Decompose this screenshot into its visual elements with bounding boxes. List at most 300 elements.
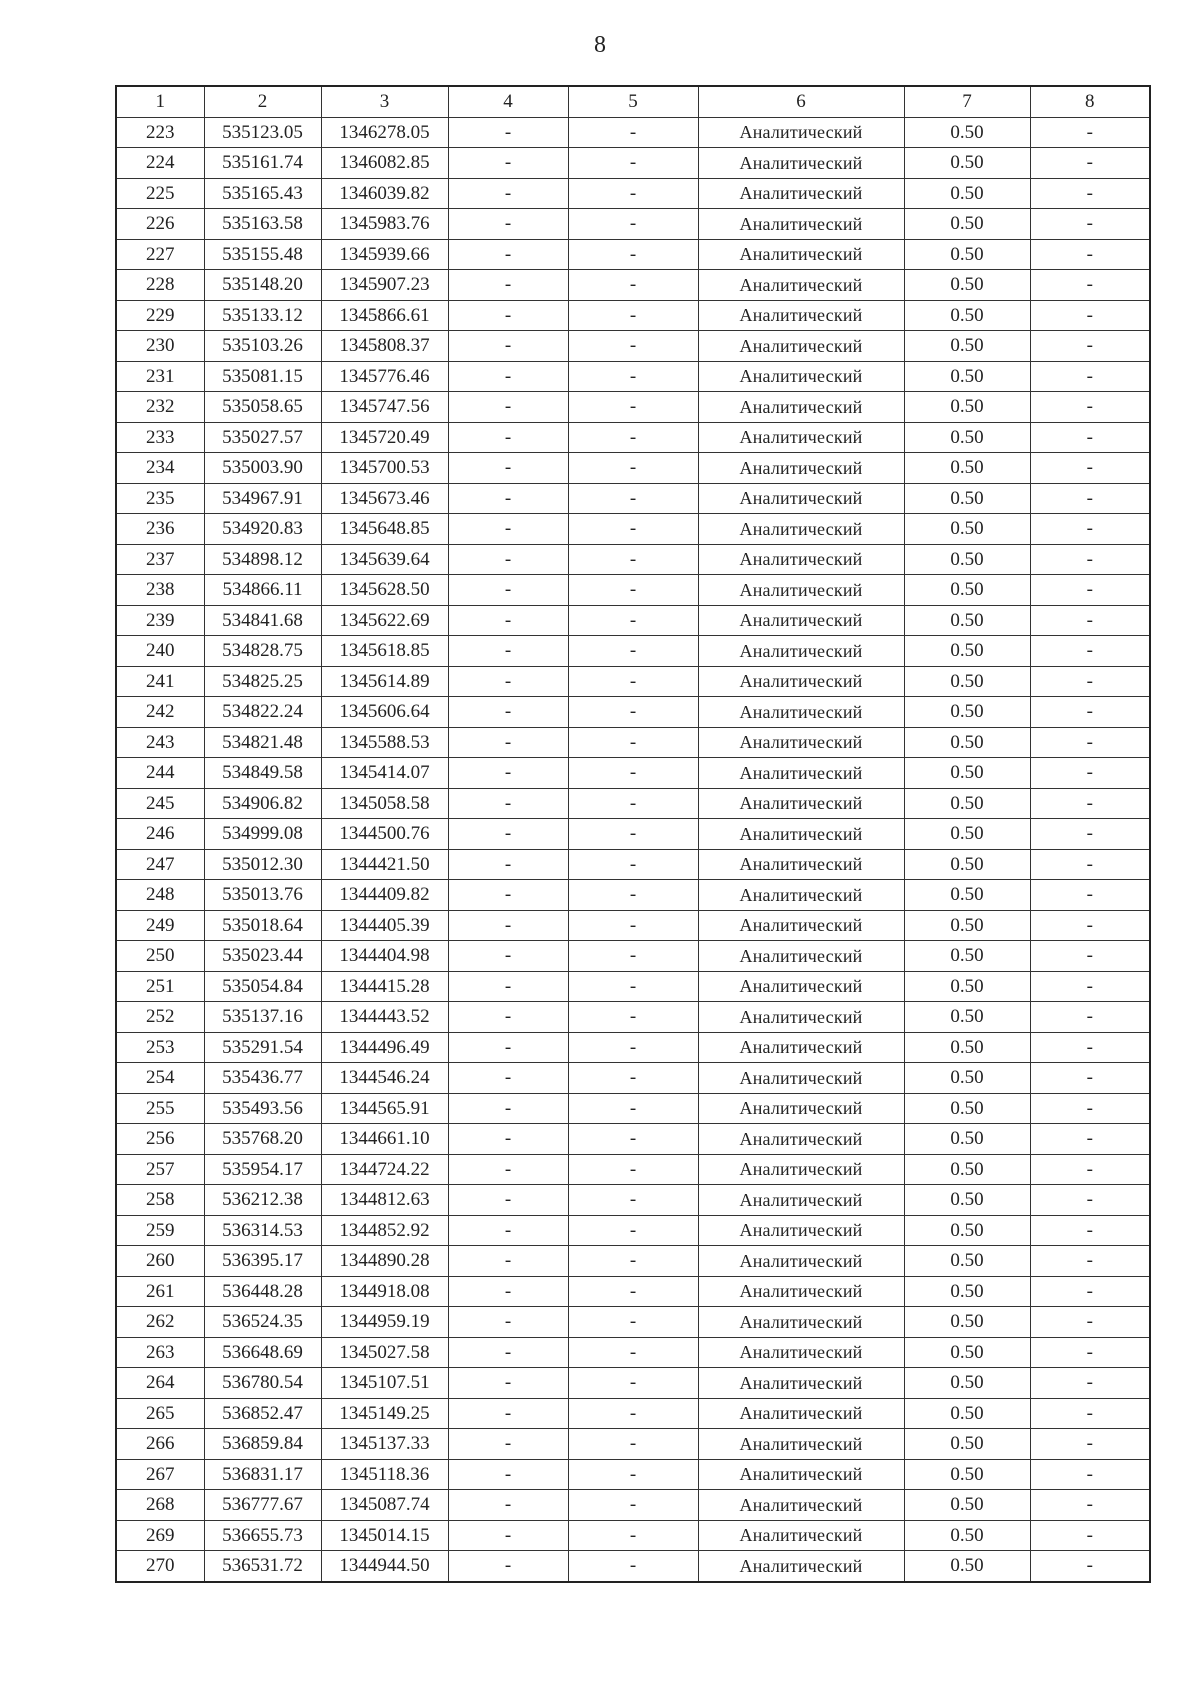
method-cell: Аналитический <box>698 270 904 301</box>
x-coordinate-cell: 535018.64 <box>204 910 321 941</box>
table-row <box>116 1246 1150 1277</box>
method-cell: Аналитический <box>698 1307 904 1338</box>
x-coordinate-cell: 535148.20 <box>204 270 321 301</box>
col-8-value-cell: - <box>1030 270 1150 301</box>
col-5-value-cell: - <box>568 1246 698 1277</box>
method-cell: Аналитический <box>698 788 904 819</box>
table-row <box>116 117 1150 148</box>
point-number-cell: 237 <box>116 544 204 575</box>
accuracy-cell: 0.50 <box>904 483 1030 514</box>
header-cell-2: 2 <box>204 86 321 117</box>
point-number-cell: 260 <box>116 1246 204 1277</box>
table-row <box>116 1520 1150 1551</box>
point-number-cell: 223 <box>116 117 204 148</box>
col-8-value-cell: - <box>1030 727 1150 758</box>
y-coordinate-cell: 1344405.39 <box>321 910 448 941</box>
col-8-value-cell: - <box>1030 910 1150 941</box>
table-row <box>116 1337 1150 1368</box>
table-row <box>116 1459 1150 1490</box>
point-number-cell: 224 <box>116 148 204 179</box>
col-5-value-cell: - <box>568 178 698 209</box>
y-coordinate-cell: 1345606.64 <box>321 697 448 728</box>
col-5-value-cell: - <box>568 1093 698 1124</box>
col-4-value-cell: - <box>448 1551 568 1582</box>
point-number-cell: 269 <box>116 1520 204 1551</box>
col-4-value-cell: - <box>448 422 568 453</box>
point-number-cell: 263 <box>116 1337 204 1368</box>
table-row <box>116 1154 1150 1185</box>
accuracy-cell: 0.50 <box>904 1185 1030 1216</box>
point-number-cell: 253 <box>116 1032 204 1063</box>
method-cell: Аналитический <box>698 1490 904 1521</box>
col-5-value-cell: - <box>568 270 698 301</box>
method-cell: Аналитический <box>698 605 904 636</box>
accuracy-cell: 0.50 <box>904 1276 1030 1307</box>
point-number-cell: 241 <box>116 666 204 697</box>
col-5-value-cell: - <box>568 422 698 453</box>
x-coordinate-cell: 535155.48 <box>204 239 321 270</box>
col-5-value-cell: - <box>568 1032 698 1063</box>
col-8-value-cell: - <box>1030 483 1150 514</box>
point-number-cell: 242 <box>116 697 204 728</box>
table-row <box>116 849 1150 880</box>
accuracy-cell: 0.50 <box>904 331 1030 362</box>
y-coordinate-cell: 1344918.08 <box>321 1276 448 1307</box>
col-5-value-cell: - <box>568 819 698 850</box>
x-coordinate-cell: 534821.48 <box>204 727 321 758</box>
col-5-value-cell: - <box>568 148 698 179</box>
header-cell-7: 7 <box>904 86 1030 117</box>
method-cell: Аналитический <box>698 1124 904 1155</box>
col-8-value-cell: - <box>1030 209 1150 240</box>
x-coordinate-cell: 535161.74 <box>204 148 321 179</box>
accuracy-cell: 0.50 <box>904 514 1030 545</box>
col-8-value-cell: - <box>1030 758 1150 789</box>
y-coordinate-cell: 1345058.58 <box>321 788 448 819</box>
x-coordinate-cell: 535165.43 <box>204 178 321 209</box>
col-4-value-cell: - <box>448 1337 568 1368</box>
col-4-value-cell: - <box>448 209 568 240</box>
x-coordinate-cell: 535954.17 <box>204 1154 321 1185</box>
table-row <box>116 1490 1150 1521</box>
table-row <box>116 758 1150 789</box>
accuracy-cell: 0.50 <box>904 148 1030 179</box>
table-row <box>116 605 1150 636</box>
accuracy-cell: 0.50 <box>904 117 1030 148</box>
method-cell: Аналитический <box>698 1063 904 1094</box>
y-coordinate-cell: 1344546.24 <box>321 1063 448 1094</box>
method-cell: Аналитический <box>698 819 904 850</box>
table-row <box>116 971 1150 1002</box>
y-coordinate-cell: 1344959.19 <box>321 1307 448 1338</box>
table-row <box>116 1093 1150 1124</box>
table-row <box>116 1215 1150 1246</box>
method-cell: Аналитический <box>698 849 904 880</box>
method-cell: Аналитический <box>698 178 904 209</box>
method-cell: Аналитический <box>698 1215 904 1246</box>
y-coordinate-cell: 1345983.76 <box>321 209 448 240</box>
point-number-cell: 268 <box>116 1490 204 1521</box>
y-coordinate-cell: 1344421.50 <box>321 849 448 880</box>
point-number-cell: 265 <box>116 1398 204 1429</box>
col-4-value-cell: - <box>448 575 568 606</box>
x-coordinate-cell: 535013.76 <box>204 880 321 911</box>
accuracy-cell: 0.50 <box>904 605 1030 636</box>
col-8-value-cell: - <box>1030 514 1150 545</box>
table-row <box>116 178 1150 209</box>
y-coordinate-cell: 1345808.37 <box>321 331 448 362</box>
col-5-value-cell: - <box>568 392 698 423</box>
page-number: 8 <box>594 32 606 58</box>
point-number-cell: 246 <box>116 819 204 850</box>
col-4-value-cell: - <box>448 1276 568 1307</box>
accuracy-cell: 0.50 <box>904 1154 1030 1185</box>
method-cell: Аналитический <box>698 1459 904 1490</box>
col-5-value-cell: - <box>568 453 698 484</box>
method-cell: Аналитический <box>698 514 904 545</box>
accuracy-cell: 0.50 <box>904 392 1030 423</box>
col-5-value-cell: - <box>568 758 698 789</box>
col-5-value-cell: - <box>568 788 698 819</box>
col-8-value-cell: - <box>1030 331 1150 362</box>
col-4-value-cell: - <box>448 1429 568 1460</box>
col-4-value-cell: - <box>448 1246 568 1277</box>
method-cell: Аналитический <box>698 1520 904 1551</box>
x-coordinate-cell: 534841.68 <box>204 605 321 636</box>
point-number-cell: 231 <box>116 361 204 392</box>
x-coordinate-cell: 536831.17 <box>204 1459 321 1490</box>
point-number-cell: 225 <box>116 178 204 209</box>
table-row <box>116 1307 1150 1338</box>
table-row <box>116 1551 1150 1582</box>
accuracy-cell: 0.50 <box>904 300 1030 331</box>
col-4-value-cell: - <box>448 1459 568 1490</box>
x-coordinate-cell: 536212.38 <box>204 1185 321 1216</box>
col-5-value-cell: - <box>568 1002 698 1033</box>
table-row <box>116 636 1150 667</box>
x-coordinate-cell: 536777.67 <box>204 1490 321 1521</box>
y-coordinate-cell: 1345014.15 <box>321 1520 448 1551</box>
col-8-value-cell: - <box>1030 1063 1150 1094</box>
col-4-value-cell: - <box>448 666 568 697</box>
col-4-value-cell: - <box>448 1185 568 1216</box>
point-number-cell: 257 <box>116 1154 204 1185</box>
y-coordinate-cell: 1344812.63 <box>321 1185 448 1216</box>
accuracy-cell: 0.50 <box>904 1063 1030 1094</box>
col-5-value-cell: - <box>568 941 698 972</box>
accuracy-cell: 0.50 <box>904 666 1030 697</box>
col-8-value-cell: - <box>1030 971 1150 1002</box>
point-number-cell: 230 <box>116 331 204 362</box>
col-4-value-cell: - <box>448 880 568 911</box>
col-4-value-cell: - <box>448 941 568 972</box>
x-coordinate-cell: 534898.12 <box>204 544 321 575</box>
col-4-value-cell: - <box>448 1124 568 1155</box>
accuracy-cell: 0.50 <box>904 727 1030 758</box>
accuracy-cell: 0.50 <box>904 971 1030 1002</box>
method-cell: Аналитический <box>698 727 904 758</box>
y-coordinate-cell: 1345118.36 <box>321 1459 448 1490</box>
point-number-cell: 251 <box>116 971 204 1002</box>
col-8-value-cell: - <box>1030 880 1150 911</box>
table-row <box>116 331 1150 362</box>
col-8-value-cell: - <box>1030 1307 1150 1338</box>
col-4-value-cell: - <box>448 1368 568 1399</box>
accuracy-cell: 0.50 <box>904 941 1030 972</box>
y-coordinate-cell: 1344496.49 <box>321 1032 448 1063</box>
y-coordinate-cell: 1344661.10 <box>321 1124 448 1155</box>
y-coordinate-cell: 1345700.53 <box>321 453 448 484</box>
table-row <box>116 392 1150 423</box>
point-number-cell: 254 <box>116 1063 204 1094</box>
accuracy-cell: 0.50 <box>904 178 1030 209</box>
x-coordinate-cell: 534967.91 <box>204 483 321 514</box>
x-coordinate-cell: 536314.53 <box>204 1215 321 1246</box>
col-5-value-cell: - <box>568 239 698 270</box>
accuracy-cell: 0.50 <box>904 361 1030 392</box>
table-row <box>116 1032 1150 1063</box>
x-coordinate-cell: 535291.54 <box>204 1032 321 1063</box>
accuracy-cell: 0.50 <box>904 1215 1030 1246</box>
point-number-cell: 259 <box>116 1215 204 1246</box>
col-4-value-cell: - <box>448 1093 568 1124</box>
x-coordinate-cell: 534906.82 <box>204 788 321 819</box>
method-cell: Аналитический <box>698 544 904 575</box>
accuracy-cell: 0.50 <box>904 1337 1030 1368</box>
method-cell: Аналитический <box>698 636 904 667</box>
y-coordinate-cell: 1346082.85 <box>321 148 448 179</box>
point-number-cell: 264 <box>116 1368 204 1399</box>
x-coordinate-cell: 535023.44 <box>204 941 321 972</box>
x-coordinate-cell: 536524.35 <box>204 1307 321 1338</box>
accuracy-cell: 0.50 <box>904 910 1030 941</box>
point-number-cell: 249 <box>116 910 204 941</box>
table-row <box>116 483 1150 514</box>
col-5-value-cell: - <box>568 971 698 1002</box>
point-number-cell: 243 <box>116 727 204 758</box>
table-row <box>116 270 1150 301</box>
y-coordinate-cell: 1345720.49 <box>321 422 448 453</box>
col-5-value-cell: - <box>568 697 698 728</box>
accuracy-cell: 0.50 <box>904 1124 1030 1155</box>
col-5-value-cell: - <box>568 575 698 606</box>
col-8-value-cell: - <box>1030 819 1150 850</box>
col-8-value-cell: - <box>1030 849 1150 880</box>
col-8-value-cell: - <box>1030 1002 1150 1033</box>
accuracy-cell: 0.50 <box>904 1520 1030 1551</box>
table-row <box>116 697 1150 728</box>
y-coordinate-cell: 1345107.51 <box>321 1368 448 1399</box>
method-cell: Аналитический <box>698 1032 904 1063</box>
col-8-value-cell: - <box>1030 697 1150 728</box>
col-4-value-cell: - <box>448 453 568 484</box>
x-coordinate-cell: 535054.84 <box>204 971 321 1002</box>
col-8-value-cell: - <box>1030 1215 1150 1246</box>
y-coordinate-cell: 1345087.74 <box>321 1490 448 1521</box>
x-coordinate-cell: 535081.15 <box>204 361 321 392</box>
method-cell: Аналитический <box>698 392 904 423</box>
col-8-value-cell: - <box>1030 1490 1150 1521</box>
col-4-value-cell: - <box>448 849 568 880</box>
method-cell: Аналитический <box>698 941 904 972</box>
col-4-value-cell: - <box>448 1002 568 1033</box>
point-number-cell: 238 <box>116 575 204 606</box>
col-5-value-cell: - <box>568 605 698 636</box>
point-number-cell: 256 <box>116 1124 204 1155</box>
table-row <box>116 910 1150 941</box>
point-number-cell: 240 <box>116 636 204 667</box>
table-row <box>116 941 1150 972</box>
point-number-cell: 255 <box>116 1093 204 1124</box>
point-number-cell: 228 <box>116 270 204 301</box>
x-coordinate-cell: 535123.05 <box>204 117 321 148</box>
col-4-value-cell: - <box>448 1215 568 1246</box>
accuracy-cell: 0.50 <box>904 209 1030 240</box>
col-5-value-cell: - <box>568 636 698 667</box>
col-5-value-cell: - <box>568 910 698 941</box>
table-row <box>116 239 1150 270</box>
accuracy-cell: 0.50 <box>904 544 1030 575</box>
y-coordinate-cell: 1345027.58 <box>321 1337 448 1368</box>
col-4-value-cell: - <box>448 361 568 392</box>
table-row <box>116 1063 1150 1094</box>
y-coordinate-cell: 1345588.53 <box>321 727 448 758</box>
method-cell: Аналитический <box>698 239 904 270</box>
y-coordinate-cell: 1344415.28 <box>321 971 448 1002</box>
x-coordinate-cell: 535003.90 <box>204 453 321 484</box>
point-number-cell: 261 <box>116 1276 204 1307</box>
method-cell: Аналитический <box>698 361 904 392</box>
header-cell-5: 5 <box>568 86 698 117</box>
col-8-value-cell: - <box>1030 1551 1150 1582</box>
col-5-value-cell: - <box>568 1398 698 1429</box>
col-5-value-cell: - <box>568 300 698 331</box>
y-coordinate-cell: 1345149.25 <box>321 1398 448 1429</box>
accuracy-cell: 0.50 <box>904 1398 1030 1429</box>
accuracy-cell: 0.50 <box>904 1551 1030 1582</box>
col-4-value-cell: - <box>448 1398 568 1429</box>
header-cell-3: 3 <box>321 86 448 117</box>
method-cell: Аналитический <box>698 910 904 941</box>
method-cell: Аналитический <box>698 1551 904 1582</box>
x-coordinate-cell: 535137.16 <box>204 1002 321 1033</box>
accuracy-cell: 0.50 <box>904 636 1030 667</box>
y-coordinate-cell: 1344500.76 <box>321 819 448 850</box>
method-cell: Аналитический <box>698 117 904 148</box>
x-coordinate-cell: 534828.75 <box>204 636 321 667</box>
point-number-cell: 235 <box>116 483 204 514</box>
method-cell: Аналитический <box>698 209 904 240</box>
col-4-value-cell: - <box>448 971 568 1002</box>
y-coordinate-cell: 1344409.82 <box>321 880 448 911</box>
table-row <box>116 1002 1150 1033</box>
method-cell: Аналитический <box>698 1154 904 1185</box>
col-4-value-cell: - <box>448 117 568 148</box>
y-coordinate-cell: 1344944.50 <box>321 1551 448 1582</box>
col-4-value-cell: - <box>448 727 568 758</box>
col-4-value-cell: - <box>448 1154 568 1185</box>
col-8-value-cell: - <box>1030 392 1150 423</box>
x-coordinate-cell: 534999.08 <box>204 819 321 850</box>
col-8-value-cell: - <box>1030 1246 1150 1277</box>
point-number-cell: 252 <box>116 1002 204 1033</box>
col-8-value-cell: - <box>1030 605 1150 636</box>
col-8-value-cell: - <box>1030 422 1150 453</box>
accuracy-cell: 0.50 <box>904 575 1030 606</box>
method-cell: Аналитический <box>698 1276 904 1307</box>
col-5-value-cell: - <box>568 361 698 392</box>
col-5-value-cell: - <box>568 1307 698 1338</box>
y-coordinate-cell: 1345618.85 <box>321 636 448 667</box>
y-coordinate-cell: 1345648.85 <box>321 514 448 545</box>
accuracy-cell: 0.50 <box>904 1368 1030 1399</box>
col-8-value-cell: - <box>1030 544 1150 575</box>
x-coordinate-cell: 534866.11 <box>204 575 321 606</box>
y-coordinate-cell: 1345747.56 <box>321 392 448 423</box>
x-coordinate-cell: 536655.73 <box>204 1520 321 1551</box>
point-number-cell: 250 <box>116 941 204 972</box>
x-coordinate-cell: 535436.77 <box>204 1063 321 1094</box>
table-body <box>116 117 1150 1582</box>
col-8-value-cell: - <box>1030 1368 1150 1399</box>
col-5-value-cell: - <box>568 483 698 514</box>
col-4-value-cell: - <box>448 514 568 545</box>
header-row <box>116 86 1150 117</box>
col-4-value-cell: - <box>448 239 568 270</box>
accuracy-cell: 0.50 <box>904 819 1030 850</box>
table-row <box>116 209 1150 240</box>
method-cell: Аналитический <box>698 1429 904 1460</box>
col-8-value-cell: - <box>1030 666 1150 697</box>
accuracy-cell: 0.50 <box>904 1459 1030 1490</box>
point-number-cell: 258 <box>116 1185 204 1216</box>
col-5-value-cell: - <box>568 1429 698 1460</box>
col-8-value-cell: - <box>1030 300 1150 331</box>
col-4-value-cell: - <box>448 1490 568 1521</box>
point-number-cell: 232 <box>116 392 204 423</box>
col-5-value-cell: - <box>568 1185 698 1216</box>
col-8-value-cell: - <box>1030 1276 1150 1307</box>
y-coordinate-cell: 1346278.05 <box>321 117 448 148</box>
table-row <box>116 727 1150 758</box>
method-cell: Аналитический <box>698 1093 904 1124</box>
method-cell: Аналитический <box>698 422 904 453</box>
col-5-value-cell: - <box>568 209 698 240</box>
accuracy-cell: 0.50 <box>904 1032 1030 1063</box>
method-cell: Аналитический <box>698 483 904 514</box>
x-coordinate-cell: 534822.24 <box>204 697 321 728</box>
x-coordinate-cell: 535012.30 <box>204 849 321 880</box>
col-8-value-cell: - <box>1030 453 1150 484</box>
col-8-value-cell: - <box>1030 788 1150 819</box>
x-coordinate-cell: 536395.17 <box>204 1246 321 1277</box>
method-cell: Аналитический <box>698 453 904 484</box>
col-4-value-cell: - <box>448 605 568 636</box>
x-coordinate-cell: 535027.57 <box>204 422 321 453</box>
y-coordinate-cell: 1345137.33 <box>321 1429 448 1460</box>
col-4-value-cell: - <box>448 1520 568 1551</box>
col-8-value-cell: - <box>1030 239 1150 270</box>
x-coordinate-cell: 535133.12 <box>204 300 321 331</box>
x-coordinate-cell: 535493.56 <box>204 1093 321 1124</box>
col-5-value-cell: - <box>568 727 698 758</box>
accuracy-cell: 0.50 <box>904 1490 1030 1521</box>
col-5-value-cell: - <box>568 1154 698 1185</box>
table-row <box>116 819 1150 850</box>
col-5-value-cell: - <box>568 849 698 880</box>
point-number-cell: 247 <box>116 849 204 880</box>
col-5-value-cell: - <box>568 1337 698 1368</box>
